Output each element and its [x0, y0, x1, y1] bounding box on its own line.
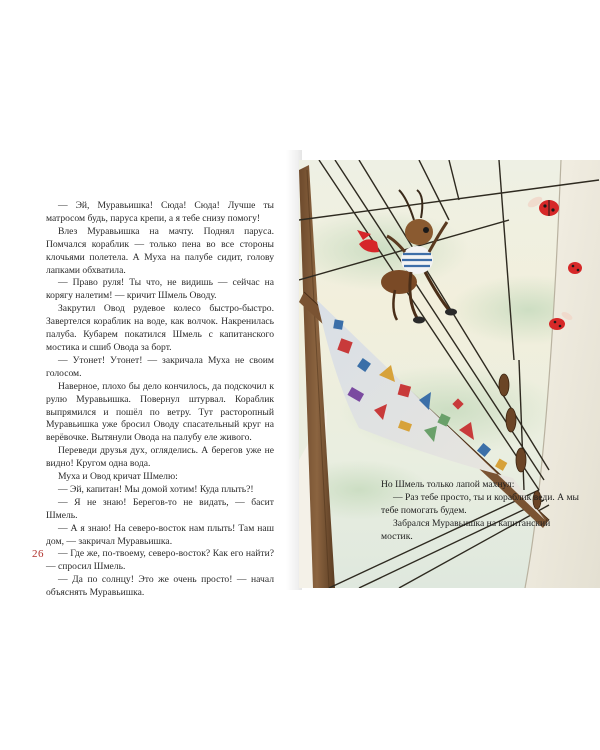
- ship-illustration: [299, 160, 600, 588]
- paragraph: Но Шмель только лапой махнул:: [381, 479, 515, 490]
- paragraph: Переведи друзья дух, огляделись. А берегов уже не видно! Кругом одна вода.: [46, 445, 274, 470]
- ladybug-icon: [568, 262, 582, 274]
- paragraph: — Да по солнцу! Это же очень просто! — начал объяснять Муравьишка.: [46, 574, 274, 599]
- paragraph: — Раз тебе просто, ты и кораблик веди. А мы тебе помогать будем.: [381, 492, 580, 516]
- paragraph: — Я не знаю! Берегов-то не видать, — басит Шмель.: [46, 496, 274, 521]
- paragraph: — Эй, Муравьишка! Сюда! Сюда! Лучше ты матросом будь, паруса крепи, а я тебе снизу помогу!: [46, 200, 274, 224]
- paragraph: — А я знаю! На северо-восток нам плыть! Там наш дом, — закричал Муравьишка.: [46, 522, 274, 547]
- paragraph: — Где же, по-твоему, северо-восток? Как его найти? — спросил Шмель.: [46, 548, 274, 573]
- paragraph: — Право руля! Ты что, не видишь — сейчас на корягу налетим! — кричит Шмель Оводу.: [46, 277, 274, 302]
- page-number: 26: [32, 548, 44, 560]
- paragraph: Влез Муравьишка на мачту. Поднял паруса. Помчался кораблик — только пена во все стороны клочьями полетела. А Муха на палубе сидит, голову лапками обхватила.: [46, 225, 274, 276]
- paragraph: Закрутил Овод рудевое колесо быстро-быстро. Завертелся кораблик на воде, как волчок. Накренилась палуба. Кубарем покатился Шмель с капитанского мостика и сшиб Овода за борт.: [46, 303, 274, 353]
- paragraph: Забрался Муравьишка на капитанский мостик.: [381, 518, 551, 542]
- illustration-text: [381, 478, 581, 543]
- paragraph: — Эй, капитан! Мы домой хотим! Куда плыть?!: [58, 483, 254, 495]
- paragraph: — Утонет! Утонет! — закричала Муха не своим голосом.: [46, 354, 274, 379]
- left-page-text: [46, 200, 274, 600]
- paragraph: Муха и Овод кричат Шмелю:: [58, 471, 178, 483]
- paragraph: Наверное, плохо бы дело кончилось, да подскочил к рулю Муравьишка. Повернул штурвал. Кораблик выпрямился и пошёл по ветру. Тут расторопный Муравьишка уже бросил Оводу спасательный круг на верёвочке. Вытянули Овода на палубу еле живого.: [46, 380, 274, 444]
